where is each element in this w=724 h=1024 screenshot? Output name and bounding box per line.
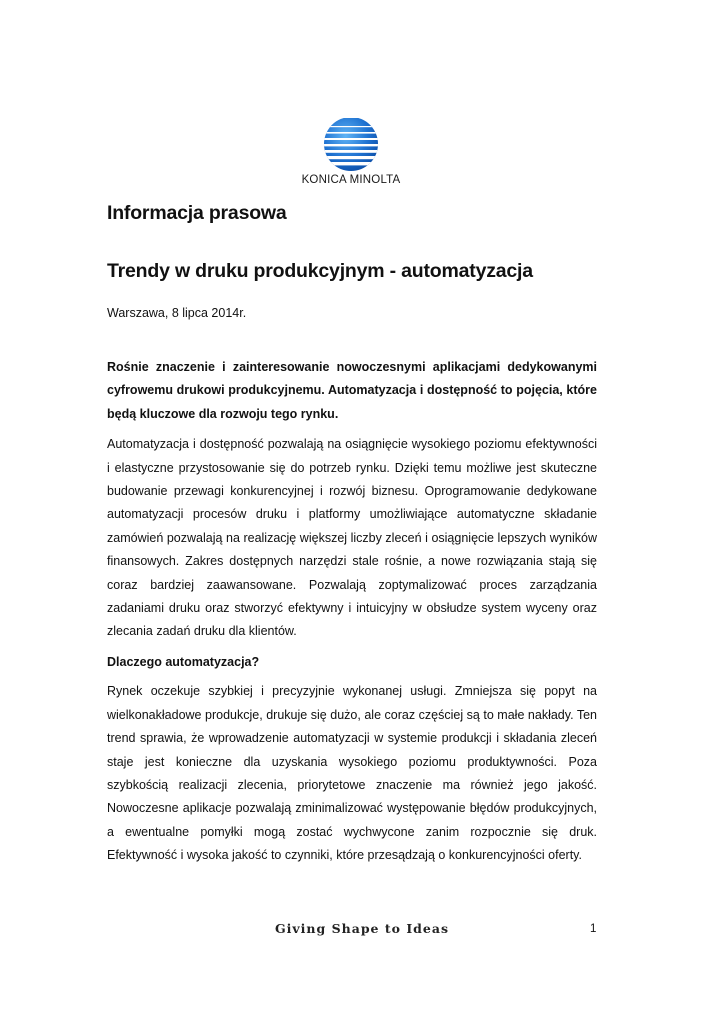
page-number: 1	[590, 923, 597, 935]
document-date: Warszawa, 8 lipca 2014r.	[107, 306, 247, 320]
document-title: Trendy w druku produkcyjnym - automatyzacja	[107, 260, 533, 282]
section-heading: Dlaczego automatyzacja?	[107, 654, 260, 669]
document-type: Informacja prasowa	[107, 202, 287, 224]
lead-paragraph: Rośnie znaczenie i zainteresowanie nowoczesnymi aplikacjami dedykowanymi cyfrowemu drukowi produkcyjnemu. Automatyzacja i dostępność to pojęcia, które będą kluczowe dla rozwoju tego rynku.	[107, 360, 597, 421]
footer-slogan: Giving Shape to Ideas	[274, 921, 449, 936]
brand-name: KONICA MINOLTA	[301, 174, 401, 186]
globe-icon	[295, 118, 407, 174]
body-paragraph-1: Automatyzacja i dostępność pozwalają na osiągnięcie wysokiego poziomu efektywności i elastyczne przystosowanie się do potrzeb rynku. Dzięki temu możliwe jest skuteczne budowanie przewagi konkurencyjnej i rozwój biznesu. Oprogramowanie dedykowane automatyzacji procesów druku i platformy umożliwiające automatyczne składanie zamówień pozwalają na realizację większej liczby zleceń i osiągnięcie lepszych wyników finansowych. Zakres dostępnych narzędzi stale rośnie, a nowe rozwiązania stają się coraz bardziej zaawansowane. Pozwalają zoptymalizować proces zarządzania zadaniami druku oraz stworzyć efektywny i intuicyjny w obsłudze system wyceny oraz zlecania zadań druku dla klientów.	[107, 437, 597, 639]
document-body	[107, 356, 597, 875]
company-logo	[295, 118, 407, 190]
body-paragraph-2: Rynek oczekuje szybkiej i precyzyjnie wykonanej usługi. Zmniejsza się popyt na wielkonakładowe produkcje, drukuje się dużo, ale coraz częściej są to małe nakłady. Ten trend sprawia, że wprowadzenie automatyzacji w systemie produkcji i składania zleceń staje jest konieczne dla uzyskania wysokiego poziomu produktywności. Poza szybkością realizacji zlecenia, priorytetowe znaczenie ma również jego jakość. Nowoczesne aplikacje pozwalają zminimalizować występowanie błędów produkcyjnych, a ewentualne pomyłki mogą zostać wychwycone zanim rozpocznie się druk. Efektywność i wysoka jakość to czynniki, które przesądzają o konkurencyjności oferty.	[107, 684, 597, 863]
